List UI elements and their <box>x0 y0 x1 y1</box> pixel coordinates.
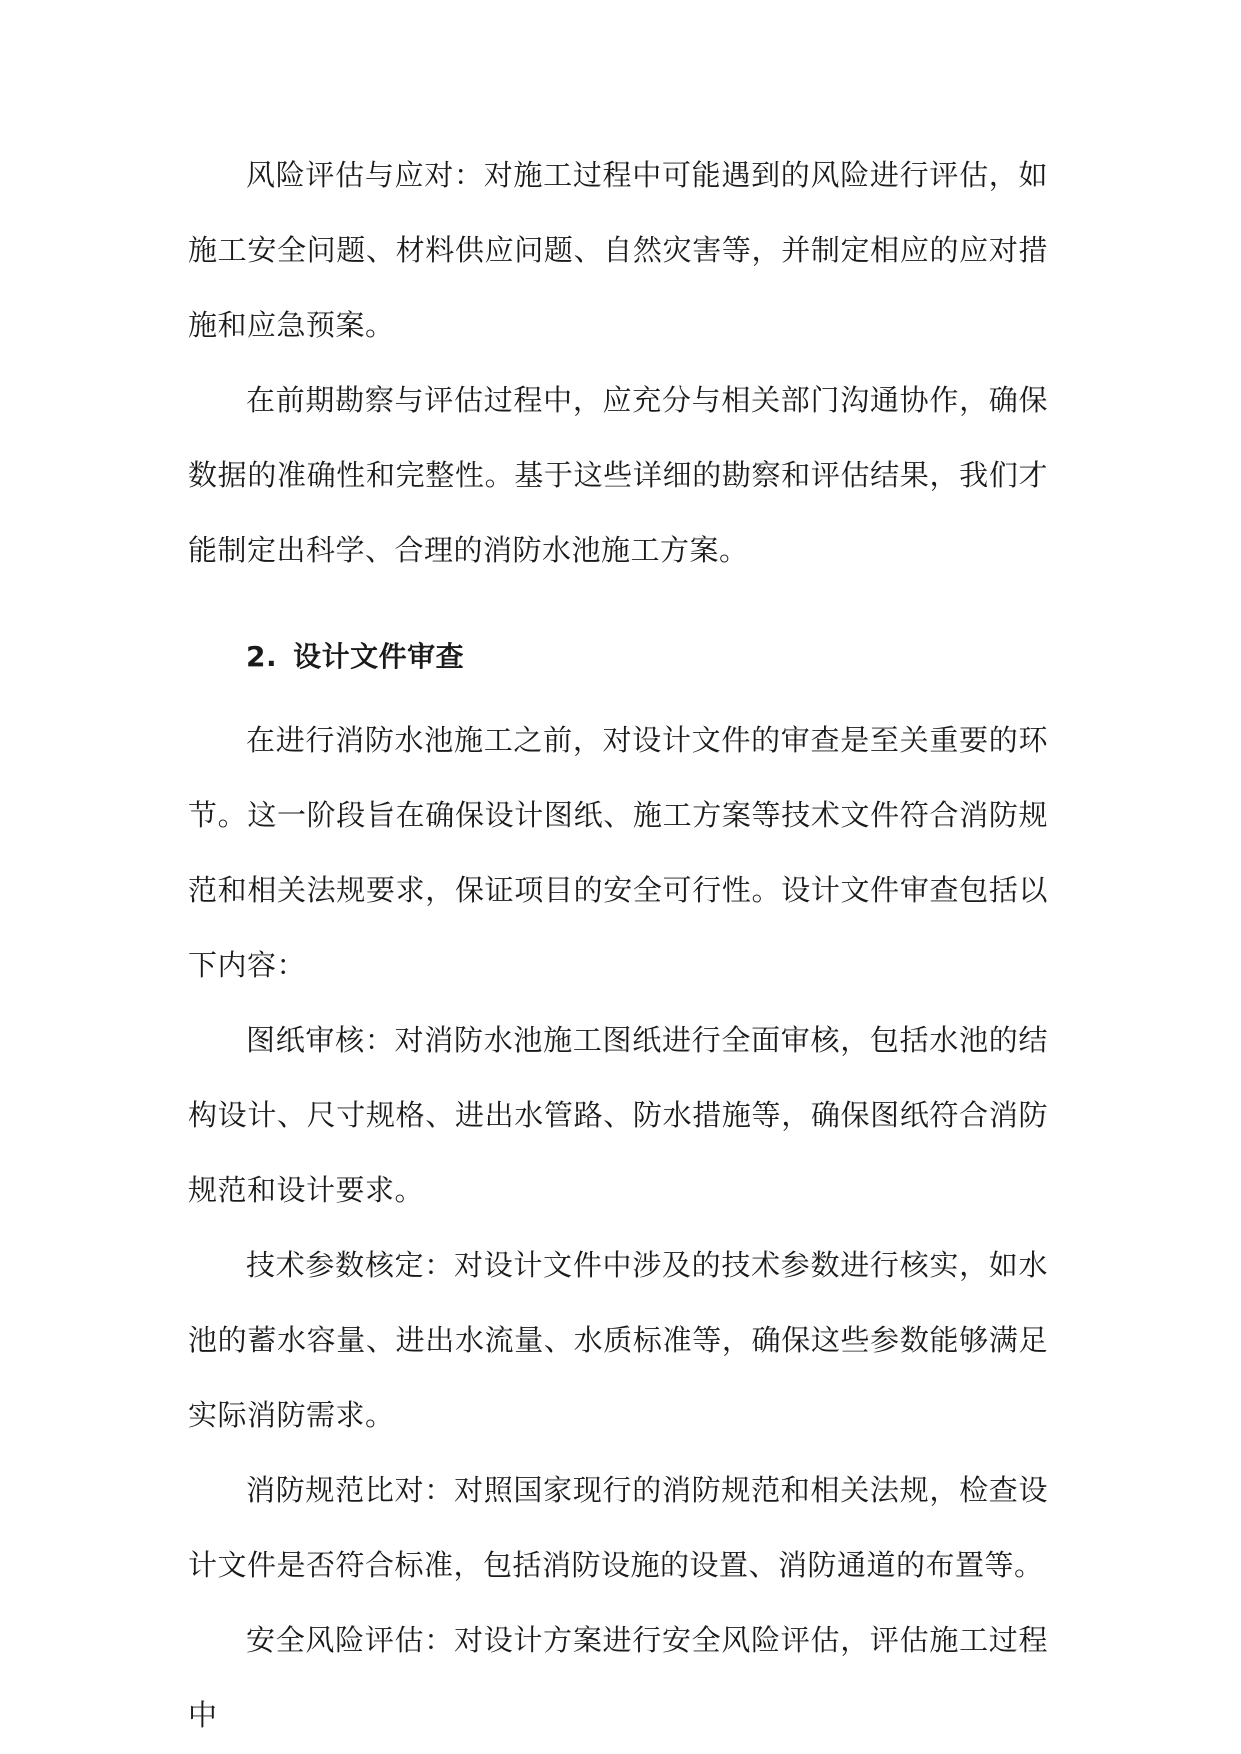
section-number: 2. <box>246 640 278 673</box>
paragraph-review-intro: 在进行消防水池施工之前，对设计文件的审查是至关重要的环节。这一阶段旨在确保设计图纸、施工方案等技术文件符合消防规范和相关法规要求，保证项目的安全可行性。设计文件审查包括以下内容： <box>188 723 1048 982</box>
paragraph-drawing-review: 图纸审核：对消防水池施工图纸进行全面审核，包括水池的结构设计、尺寸规格、进出水管路、防水措施等，确保图纸符合消防规范和设计要求。 <box>188 1023 1048 1207</box>
paragraph-survey-communication: 在前期勘察与评估过程中，应充分与相关部门沟通协作，确保数据的准确性和完整性。基于这些详细的勘察和评估结果，我们才能制定出科学、合理的消防水池施工方案。 <box>188 383 1048 567</box>
paragraph-risk-assessment: 风险评估与应对：对施工过程中可能遇到的风险进行评估，如施工安全问题、材料供应问题、自然灾害等，并制定相应的应对措施和应急预案。 <box>188 158 1048 342</box>
paragraph-technical-parameters: 技术参数核定：对设计文件中涉及的技术参数进行核实，如水池的蓄水容量、进出水流量、水质标准等，确保这些参数能够满足实际消防需求。 <box>188 1248 1048 1432</box>
document-body <box>188 138 1048 1753</box>
paragraph-safety-risk: 安全风险评估：对设计方案进行安全风险评估，评估施工过程中 <box>188 1623 1048 1732</box>
section-title: 设计文件审查 <box>293 640 465 673</box>
section-heading <box>188 610 1048 703</box>
paragraph-code-comparison: 消防规范比对：对照国家现行的消防规范和相关法规，检查设计文件是否符合标准，包括消防设施的设置、消防通道的布置等。 <box>188 1473 1048 1582</box>
